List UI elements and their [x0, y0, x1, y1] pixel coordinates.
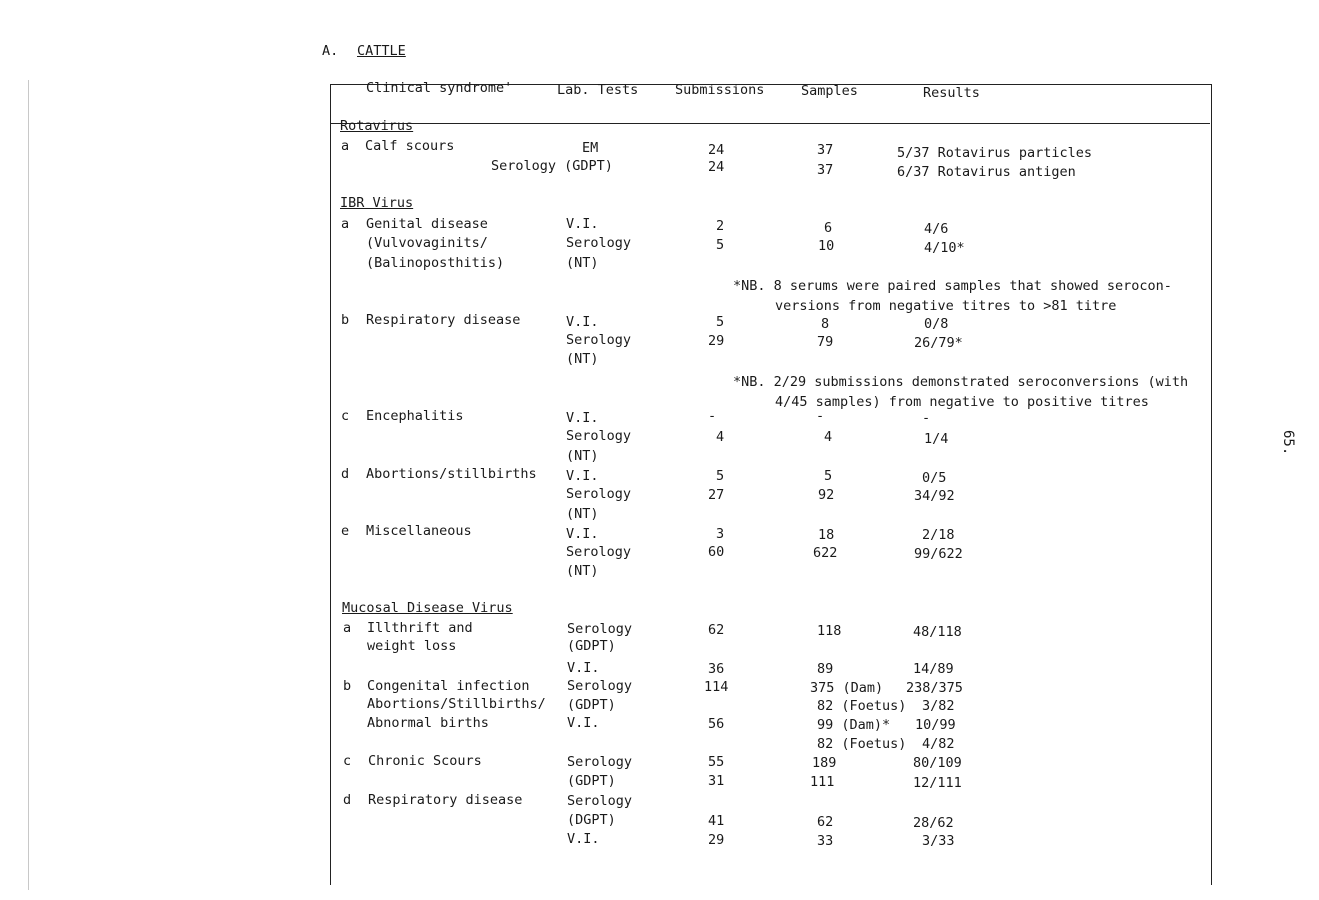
samples-cell: 111	[810, 774, 835, 790]
col-header-samples: Samples	[801, 83, 858, 99]
result-cell: 26/79*	[914, 335, 963, 351]
samples-cell: 62	[817, 814, 834, 830]
result-cell: 2/18	[922, 527, 955, 543]
submissions-cell: 41	[708, 813, 725, 829]
col-header-results: Results	[923, 85, 980, 101]
margin-line	[28, 80, 29, 890]
result-cell: 4/10*	[924, 240, 965, 256]
row-letter: a	[341, 216, 350, 232]
samples-cell: 5	[824, 468, 833, 484]
syndrome-label: Encephalitis	[366, 408, 464, 424]
result-cell: 80/109	[913, 755, 962, 771]
header-rule	[330, 123, 1210, 124]
samples-cell: 375 (Dam)	[810, 680, 884, 696]
samples-cell: 4	[824, 429, 833, 445]
result-cell: 4/6	[924, 221, 949, 237]
result-cell: 10/99	[915, 717, 956, 733]
footnote: *NB. 2/29 submissions demonstrated seroconversions (with	[733, 374, 1189, 390]
lab-test: Serology	[567, 678, 633, 694]
row-letter: c	[341, 408, 350, 424]
lab-test: Serology (GDPT)	[491, 158, 613, 174]
submissions-cell: 31	[708, 773, 725, 789]
samples-cell: 8	[821, 316, 830, 332]
footnote: *NB. 8 serums were paired samples that showed serocon-	[733, 278, 1172, 294]
lab-test: V.I.	[566, 314, 599, 330]
lab-test: V.I.	[567, 831, 600, 847]
row-letter: a	[343, 620, 352, 636]
syndrome-label: (Vulvovaginits/	[366, 235, 488, 251]
section-heading-mucosal: Mucosal Disease Virus	[342, 600, 513, 616]
lab-test: V.I.	[567, 660, 600, 676]
lab-test: V.I.	[566, 410, 599, 426]
lab-test: EM	[582, 140, 599, 156]
result-cell: 99/622	[914, 546, 963, 562]
submissions-cell: -	[708, 408, 717, 424]
result-cell: 28/62	[913, 815, 954, 831]
lab-test: Serology	[566, 544, 632, 560]
samples-cell: 33	[817, 833, 834, 849]
syndrome-label: Chronic Scours	[368, 753, 482, 769]
lab-test: Serology	[566, 428, 632, 444]
submissions-cell: 4	[716, 429, 725, 445]
row-letter: b	[343, 678, 352, 694]
syndrome-label: Illthrift and	[367, 620, 473, 636]
row-letter: c	[343, 753, 352, 769]
submissions-cell: 2	[716, 218, 725, 234]
section-title: CATTLE	[357, 43, 406, 59]
samples-cell: -	[816, 408, 825, 424]
row-letter: b	[341, 312, 350, 328]
lab-test: Serology	[567, 793, 633, 809]
lab-test: V.I.	[566, 526, 599, 542]
submissions-cell: 3	[716, 526, 725, 542]
row-letter: d	[341, 466, 350, 482]
lab-test: (DGPT)	[567, 812, 616, 828]
submissions-cell: 5	[716, 237, 725, 253]
submissions-cell: 62	[708, 622, 725, 638]
lab-test: (GDPT)	[567, 638, 616, 654]
samples-cell: 18	[818, 527, 835, 543]
samples-cell: 10	[818, 238, 835, 254]
lab-test: Serology	[566, 235, 632, 251]
result-cell: 48/118	[913, 624, 962, 640]
result-cell: 5/37 Rotavirus particles	[897, 145, 1093, 161]
lab-test: (NT)	[566, 448, 599, 464]
result-cell: 0/8	[924, 316, 949, 332]
result-cell: 4/82	[922, 736, 955, 752]
samples-cell: 189	[812, 755, 837, 771]
samples-cell: 79	[817, 334, 834, 350]
samples-cell: 37	[817, 142, 834, 158]
section-letter: A.	[322, 43, 339, 59]
lab-test: V.I.	[566, 216, 599, 232]
page-number: 65.	[1280, 430, 1296, 456]
syndrome-label: weight loss	[367, 638, 457, 654]
lab-test: (NT)	[566, 351, 599, 367]
syndrome-label: Congenital infection	[367, 678, 530, 694]
submissions-cell: 56	[708, 716, 725, 732]
submissions-cell: 24	[708, 142, 725, 158]
lab-test: Serology	[567, 754, 633, 770]
result-cell: 238/375	[906, 680, 963, 696]
submissions-cell: 27	[708, 487, 725, 503]
samples-cell: 89	[817, 661, 834, 677]
result-cell: 3/82	[922, 698, 955, 714]
syndrome-label: (Balinoposthitis)	[366, 255, 505, 271]
lab-test: Serology	[566, 332, 632, 348]
samples-cell: 92	[818, 487, 835, 503]
submissions-cell: 55	[708, 754, 725, 770]
submissions-cell: 114	[704, 679, 729, 695]
lab-test: (GDPT)	[567, 773, 616, 789]
lab-test: V.I.	[567, 715, 600, 731]
lab-test: (NT)	[566, 506, 599, 522]
samples-cell: 622	[813, 545, 838, 561]
syndrome-label: Abnormal births	[367, 715, 489, 731]
submissions-cell: 36	[708, 661, 725, 677]
section-heading-ibr: IBR Virus	[340, 195, 414, 211]
syndrome-label: Calf scours	[365, 138, 455, 154]
footnote: 4/45 samples) from negative to positive titres	[775, 394, 1149, 410]
samples-cell: 118	[817, 623, 842, 639]
result-cell: -	[922, 410, 931, 426]
lab-test: (GDPT)	[567, 697, 616, 713]
lab-test: Serology	[567, 621, 633, 637]
lab-test: Serology	[566, 486, 632, 502]
syndrome-label: Abortions/Stillbirths/	[367, 696, 546, 712]
samples-cell: 6	[824, 220, 833, 236]
submissions-cell: 60	[708, 544, 725, 560]
submissions-cell: 5	[716, 314, 725, 330]
syndrome-label: Genital disease	[366, 216, 488, 232]
row-letter: e	[341, 523, 350, 539]
samples-cell: 99 (Dam)*	[817, 717, 891, 733]
col-header-submissions: Submissions	[675, 82, 765, 98]
lab-test: (NT)	[566, 563, 599, 579]
submissions-cell: 29	[708, 832, 725, 848]
submissions-cell: 29	[708, 333, 725, 349]
submissions-cell: 5	[716, 468, 725, 484]
result-cell: 6/37 Rotavirus antigen	[897, 164, 1076, 180]
result-cell: 1/4	[924, 431, 949, 447]
result-cell: 12/111	[913, 775, 962, 791]
syndrome-label: Respiratory disease	[366, 312, 521, 328]
samples-cell: 37	[817, 162, 834, 178]
result-cell: 3/33	[922, 833, 955, 849]
result-cell: 34/92	[914, 488, 955, 504]
col-header-syndrome: Clinical syndrome'	[366, 80, 513, 96]
col-header-lab-tests: Lab. Tests	[557, 82, 639, 98]
samples-cell: 82 (Foetus)	[817, 698, 907, 714]
row-letter: d	[343, 792, 352, 808]
row-letter: a	[341, 138, 350, 154]
section-heading-rotavirus: Rotavirus	[340, 118, 414, 134]
footnote: versions from negative titres to >81 titre	[775, 298, 1117, 314]
syndrome-label: Miscellaneous	[366, 523, 472, 539]
submissions-cell: 24	[708, 159, 725, 175]
syndrome-label: Abortions/stillbirths	[366, 466, 537, 482]
lab-test: V.I.	[566, 468, 599, 484]
samples-cell: 82 (Foetus)	[817, 736, 907, 752]
result-cell: 0/5	[922, 470, 947, 486]
lab-test: (NT)	[566, 255, 599, 271]
syndrome-label: Respiratory disease	[368, 792, 523, 808]
result-cell: 14/89	[913, 661, 954, 677]
